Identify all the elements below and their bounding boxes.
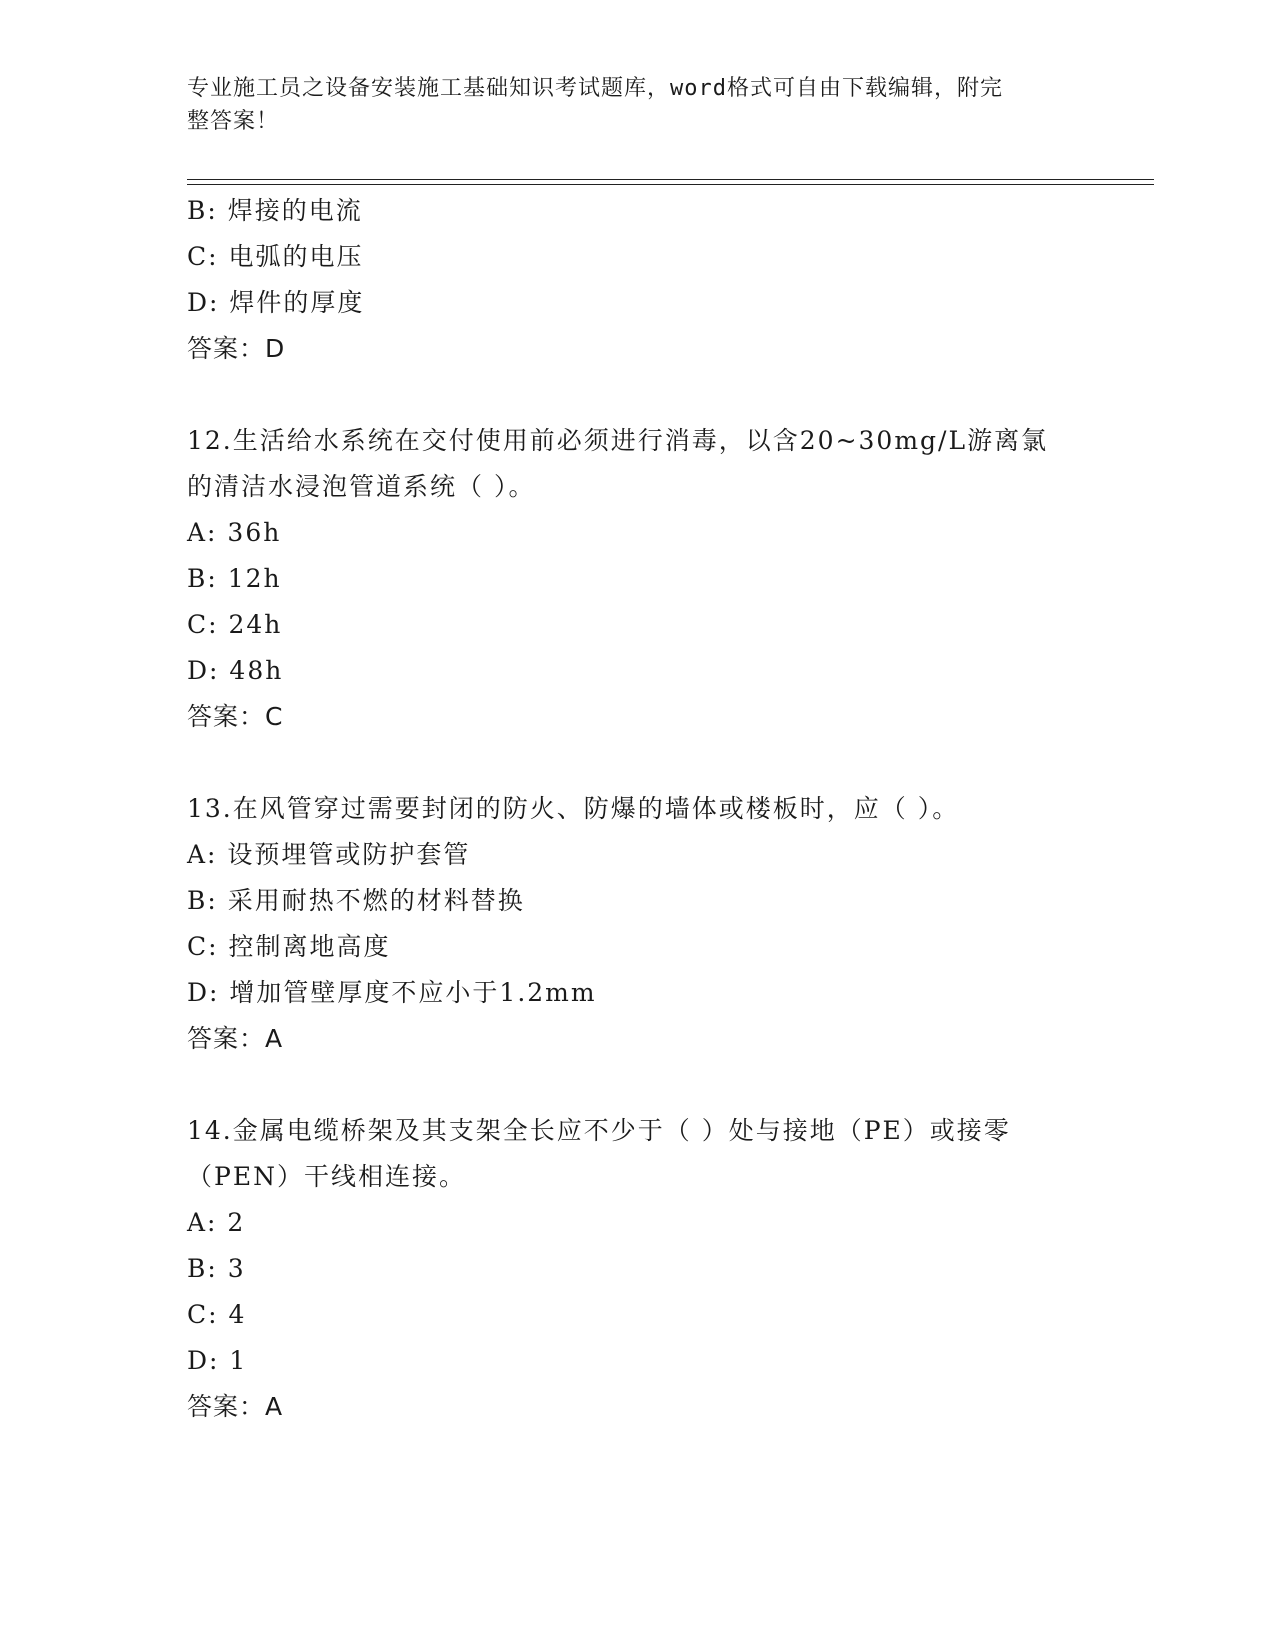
spacer [187, 740, 1087, 786]
question-text-line-2: 的清洁水浸泡管道系统（ ）。 [187, 472, 536, 501]
option-b: B: 12h [187, 564, 282, 593]
answer-label: 答案：C [187, 702, 284, 731]
option-a: A: 2 [187, 1208, 246, 1237]
option-c: C: 4 [187, 1300, 247, 1329]
question-content [187, 188, 1087, 1430]
spacer [187, 372, 1087, 418]
question-text-line-1: 13.在风管穿过需要封闭的防火、防爆的墙体或楼板时，应（ ）。 [187, 794, 960, 823]
option-d: D: 1 [187, 1346, 248, 1375]
option-d: D: 焊件的厚度 [187, 288, 365, 317]
question-14 [187, 1108, 1087, 1430]
option-c: C: 24h [187, 610, 283, 639]
option-c: C: 控制离地高度 [187, 932, 391, 961]
option-c: C: 电弧的电压 [187, 242, 364, 271]
header-line-1: 专业施工员之设备安装施工基础知识考试题库，word格式可自由下载编辑，附完 [187, 76, 1003, 101]
question-text-line-1: 12.生活给水系统在交付使用前必须进行消毒，以含20~30mg/L游离氯 [187, 426, 1049, 455]
header-line-2: 整答案！ [187, 109, 280, 134]
option-b: B: 3 [187, 1254, 246, 1283]
answer-label: 答案：A [187, 1392, 284, 1421]
answer-label: 答案：A [187, 1024, 284, 1053]
document-header [187, 72, 1067, 138]
question-text-line-1: 14.金属电缆桥架及其支架全长应不少于（ ）处与接地（PE）或接零 [187, 1116, 1011, 1145]
option-b: B: 焊接的电流 [187, 196, 363, 225]
answer-label: 答案：D [187, 334, 286, 363]
spacer [187, 1062, 1087, 1108]
prev-question-block [187, 188, 1087, 372]
question-text-line-2: （PEN）干线相连接。 [187, 1162, 466, 1191]
header-divider [187, 179, 1154, 185]
option-b: B: 采用耐热不燃的材料替换 [187, 886, 525, 915]
option-d: D: 增加管壁厚度不应小于1.2mm [187, 978, 597, 1007]
question-12 [187, 418, 1087, 740]
question-13 [187, 786, 1087, 1062]
option-a: A: 设预埋管或防护套管 [187, 840, 471, 869]
option-a: A: 36h [187, 518, 282, 547]
option-d: D: 48h [187, 656, 284, 685]
